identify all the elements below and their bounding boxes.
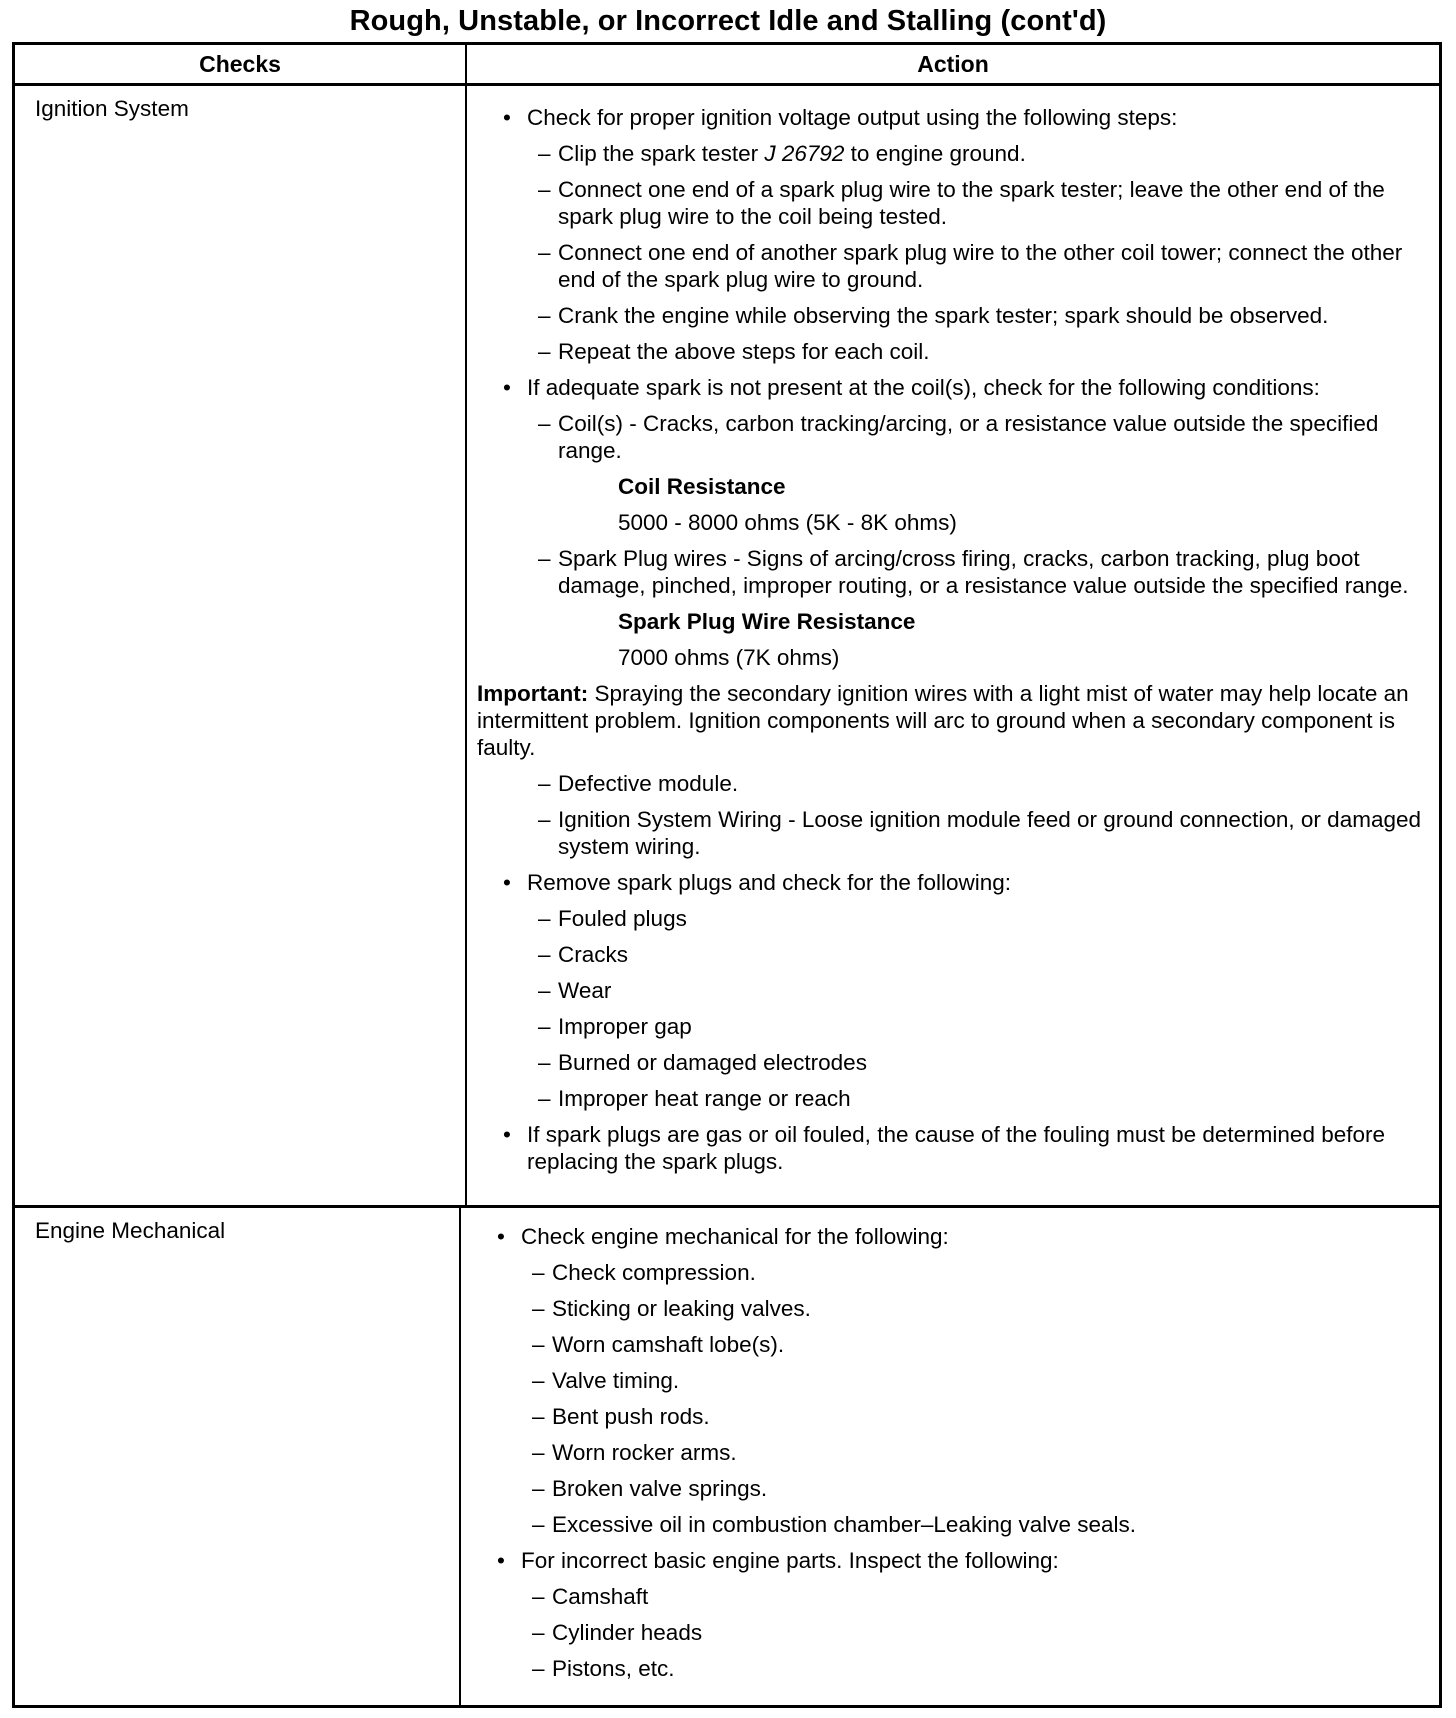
dash-item: – Excessive oil in combustion chamber–Leaking valve seals. (471, 1511, 1431, 1538)
dash-text: to engine ground. (844, 141, 1026, 166)
diagnostic-table (12, 42, 1442, 1708)
dash-item: – Cracks (477, 941, 1431, 968)
important-label: Important: (477, 681, 589, 706)
table-row (15, 86, 1439, 1208)
dash-item: – Worn rocker arms. (471, 1439, 1431, 1466)
page-title: Rough, Unstable, or Incorrect Idle and Stalling (cont'd) (349, 5, 1107, 37)
dash-item: – Defective module. (477, 770, 1431, 797)
action-cell (467, 86, 1439, 1205)
dash-item: – Cylinder heads (471, 1619, 1431, 1646)
spec-heading: Coil Resistance (618, 474, 786, 499)
dash-item: – Coil(s) - Cracks, carbon tracking/arcing, or a resistance value outside the specified range. (477, 410, 1431, 464)
header-action: Action (917, 51, 989, 77)
bullet-item: • For incorrect basic engine parts. Inspect the following: (471, 1547, 1431, 1574)
bullet-item: • Remove spark plugs and check for the following: (477, 869, 1431, 896)
dash-item: – Bent push rods. (471, 1403, 1431, 1430)
header-checks: Checks (15, 45, 467, 83)
spec-value: 7000 ohms (7K ohms) (618, 645, 840, 670)
table-row (15, 1208, 1439, 1705)
spec-heading: Spark Plug Wire Resistance (618, 609, 916, 634)
check-cell: Engine Mechanical (15, 1208, 461, 1705)
dash-item: – Pistons, etc. (471, 1655, 1431, 1682)
dash-item: – Improper gap (477, 1013, 1431, 1040)
action-cell (461, 1208, 1439, 1705)
dash-item: – Spark Plug wires - Signs of arcing/cross firing, cracks, carbon tracking, plug boot damage, pinched, improper routing, or a resistance value outside the specified range. (477, 545, 1431, 599)
dash-item: – Improper heat range or reach (477, 1085, 1431, 1112)
spec-value: 5000 - 8000 ohms (5K - 8K ohms) (618, 510, 957, 535)
dash-item: – Sticking or leaking valves. (471, 1295, 1431, 1322)
dash-item: – Valve timing. (471, 1367, 1431, 1394)
dash-item: – Burned or damaged electrodes (477, 1049, 1431, 1076)
dash-item: – Crank the engine while observing the spark tester; spark should be observed. (477, 302, 1431, 329)
bullet-item: • If adequate spark is not present at the coil(s), check for the following conditions: (477, 374, 1431, 401)
bullet-item: • Check engine mechanical for the following: (471, 1223, 1431, 1250)
dash-item: – Ignition System Wiring - Loose ignition module feed or ground connection, or damaged system wiring. (477, 806, 1431, 860)
dash-item: – Wear (477, 977, 1431, 1004)
dash-item: – Worn camshaft lobe(s). (471, 1331, 1431, 1358)
dash-item: – Fouled plugs (477, 905, 1431, 932)
dash-item: – Connect one end of another spark plug wire to the other coil tower; connect the other end of the spark plug wire to ground. (477, 239, 1431, 293)
dash-text: Clip the spark tester (558, 141, 765, 166)
dash-item: – Repeat the above steps for each coil. (477, 338, 1431, 365)
table-header (15, 45, 1439, 86)
dash-item: – Broken valve springs. (471, 1475, 1431, 1502)
dash-item: – Check compression. (471, 1259, 1431, 1286)
dash-item: – Camshaft (471, 1583, 1431, 1610)
important-note (477, 680, 1431, 761)
dash-item (477, 140, 1431, 167)
important-text: Spraying the secondary ignition wires with a light mist of water may help locate an intermittent problem. Ignition components will arc to ground when a secondary component is faulty. (477, 681, 1409, 760)
tool-number: J 26792 (764, 141, 845, 166)
bullet-item: • If spark plugs are gas or oil fouled, the cause of the fouling must be determined before replacing the spark plugs. (477, 1121, 1431, 1175)
dash-item: – Connect one end of a spark plug wire to the spark tester; leave the other end of the spark plug wire to the coil being tested. (477, 176, 1431, 230)
check-cell: Ignition System (15, 86, 467, 1205)
bullet-item: • Check for proper ignition voltage output using the following steps: (477, 104, 1431, 131)
